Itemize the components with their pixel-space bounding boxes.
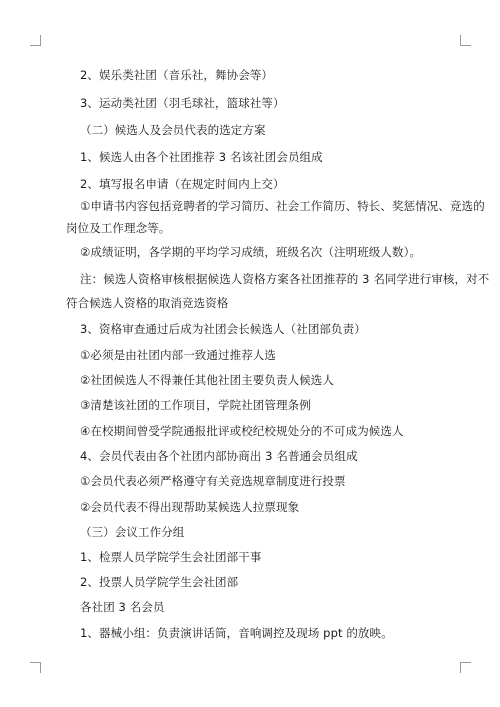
text-line: 1、候选人由各个社团推荐 3 名该社团会员组成 [80, 150, 323, 164]
text-line: 1、器械小组：负责演讲话筒，音响调控及现场 ppt 的放映。 [80, 626, 393, 640]
text-line: 岗位及工作理念等。 [66, 221, 171, 235]
text-line: ④在校期间曾受学院通报批评或校纪校规处分的不可成为候选人 [80, 424, 404, 438]
crop-mark-bottom-left [30, 662, 41, 673]
text-line: ②会员代表不得出现帮助某候选人拉票现象 [80, 500, 300, 514]
section-heading: （二）候选人及会员代表的选定方案 [80, 123, 266, 137]
text-line: 2、填写报名申请（在规定时间内上交） [80, 177, 285, 191]
crop-mark-bottom-right [460, 662, 471, 673]
text-line: ②社团候选人不得兼任其他社团主要负责人候选人 [80, 373, 335, 387]
note-line: 符合候选人资格的取消竞选资格 [66, 296, 229, 310]
text-line: ①申请书内容包括竞聘者的学习简历、社会工作简历、特长、奖惩情况、竞选的 [80, 199, 485, 213]
text-line: 1、检票人员学院学生会社团部干事 [80, 550, 262, 564]
text-line: ③清楚该社团的工作项目，学院社团管理条例 [80, 398, 311, 412]
text-line: 3、运动类社团（羽毛球社，篮球社等） [80, 96, 285, 110]
crop-mark-top-right [460, 35, 471, 46]
crop-mark-top-left [30, 35, 41, 46]
text-line: ①必须是由社团内部一致通过推荐人选 [80, 348, 277, 362]
text-line: 2、投票人员学院学生会社团部 [80, 575, 239, 589]
text-line: 各社团 3 名会员 [80, 600, 165, 614]
text-line: ②成绩证明，各学期的平均学习成绩，班级名次（注明班级人数）。 [80, 245, 422, 259]
note-line: 注：候选人资格审核根据候选人资格方案各社团推荐的 3 名同学进行审核，对不 [80, 272, 490, 286]
text-line: 4、会员代表由各个社团内部协商出 3 名普通会员组成 [80, 449, 358, 463]
text-line: 2、娱乐类社团（音乐社，舞协会等） [80, 68, 274, 82]
text-line: ①会员代表必须严格遵守有关竞选规章制度进行投票 [80, 474, 346, 488]
section-heading: （三）会议工作分组 [80, 525, 185, 539]
text-line: 3、资格审查通过后成为社团会长候选人（社团部负责） [80, 322, 366, 336]
